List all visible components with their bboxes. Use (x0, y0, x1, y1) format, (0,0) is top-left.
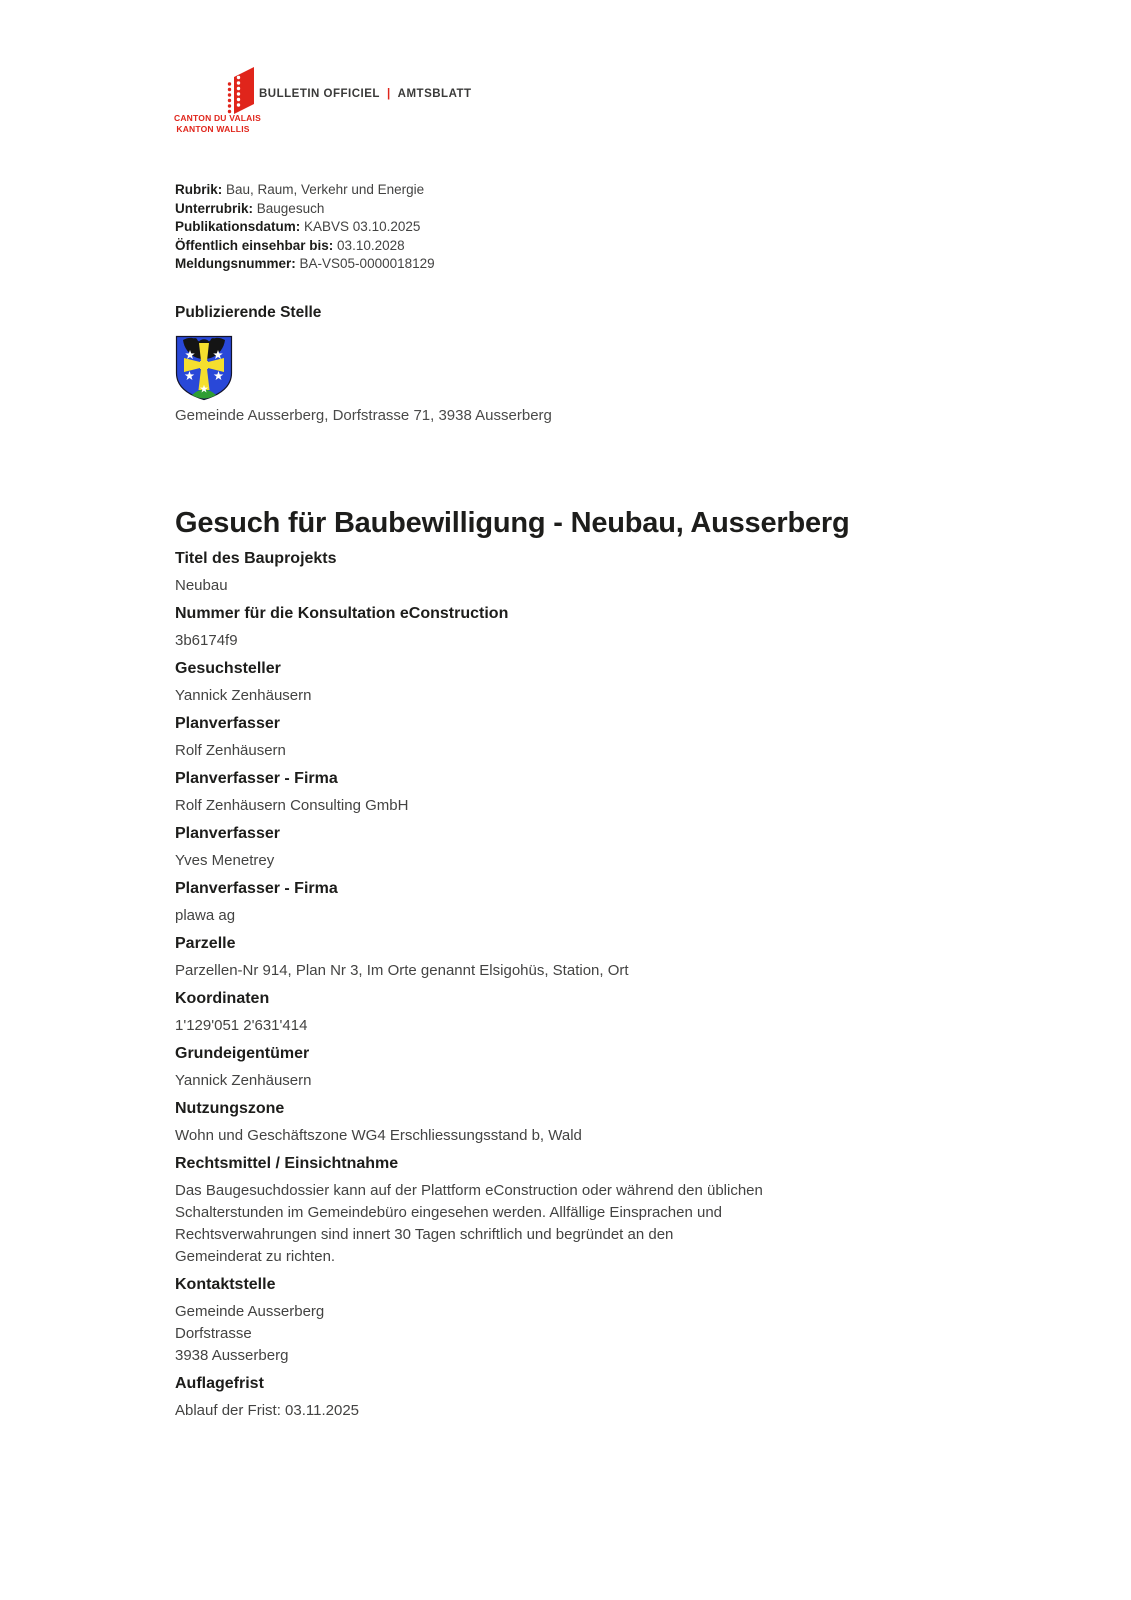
field-value: Rolf Zenhäusern (175, 741, 286, 759)
meta-row (175, 218, 957, 237)
wordmark-separator: | (386, 88, 391, 100)
masthead (170, 63, 790, 141)
wordmark-left: BULLETIN OFFICIEL (259, 88, 380, 100)
field-label: Gesuchsteller (175, 659, 281, 677)
field-label: Kontaktstelle (175, 1275, 276, 1293)
document-body (175, 181, 957, 1428)
field-label: Planverfasser (175, 824, 280, 842)
field-value: 3938 Ausserberg (175, 1346, 289, 1364)
field-value: Das Baugesuchdossier kann auf der Plattform eConstruction oder während den üblichen (175, 1181, 763, 1199)
meta-label: Öffentlich einsehbar bis: (175, 237, 334, 253)
ausserberg-coat-of-arms-icon (175, 335, 233, 401)
field-value: Wohn und Geschäftszone WG4 Erschliessungsstand b, Wald (175, 1126, 582, 1144)
field-value: 3b6174f9 (175, 631, 238, 649)
field-value: Yannick Zenhäusern (175, 1071, 312, 1089)
meta-row (175, 181, 957, 200)
meta-value: BA-VS05-0000018129 (299, 256, 435, 271)
meta-label: Rubrik: (175, 182, 223, 197)
field (175, 1098, 957, 1147)
field (175, 933, 957, 982)
field-label: Rechtsmittel / Einsichtnahme (175, 1154, 399, 1172)
bulletin-wordmark (259, 88, 472, 100)
field-value: 1'129'051 2'631'414 (175, 1016, 308, 1034)
field-value: Yves Menetrey (175, 851, 275, 869)
field (175, 988, 957, 1037)
meta-value: Baugesuch (256, 200, 325, 216)
field (175, 713, 957, 762)
canton-label (174, 113, 261, 134)
field (175, 768, 957, 817)
field (175, 823, 957, 872)
field-label: Planverfasser - Firma (175, 769, 338, 787)
field-label: Nummer für die Konsultation eConstruction (175, 604, 509, 622)
publisher-heading: Publizierende Stelle (175, 303, 322, 321)
publisher-address: Gemeinde Ausserberg, Dorfstrasse 71, 3938 Ausserberg (175, 406, 552, 424)
field-value: Gemeinde Ausserberg (175, 1302, 325, 1320)
meta-value: Bau, Raum, Verkehr und Energie (226, 182, 425, 197)
canton-line-fr: CANTON DU VALAIS (174, 113, 261, 123)
field-label: Planverfasser - Firma (175, 879, 338, 897)
field-label: Parzelle (175, 934, 236, 952)
field-label: Nutzungszone (175, 1099, 285, 1117)
fields-list (175, 548, 957, 1422)
field-value: Parzellen-Nr 914, Plan Nr 3, Im Orte genannt Elsigohüs, Station, Ort (175, 961, 629, 979)
meta-row (175, 200, 957, 219)
field (175, 878, 957, 927)
field (175, 658, 957, 707)
meta-label: Publikationsdatum: (175, 219, 301, 234)
meta-row (175, 237, 957, 256)
field-value: Yannick Zenhäusern (175, 686, 312, 704)
field (175, 1043, 957, 1092)
field (175, 1373, 957, 1422)
field-value: Rolf Zenhäusern Consulting GmbH (175, 796, 409, 814)
field-label: Planverfasser (175, 714, 280, 732)
field-label: Auflagefrist (175, 1374, 264, 1392)
bulletin-officiel-logo-icon (220, 64, 260, 116)
meta-row (175, 255, 957, 274)
field (175, 1274, 957, 1367)
field-value: Gemeinderat zu richten. (175, 1247, 336, 1265)
field-label: Titel des Bauprojekts (175, 549, 337, 567)
field-value: Schalterstunden im Gemeindebüro eingesehen werden. Allfällige Einsprachen und (175, 1203, 723, 1221)
announcement-title: Gesuch für Baubewilligung - Neubau, Ausserberg (175, 506, 850, 539)
wordmark-right: AMTSBLATT (397, 88, 472, 100)
field-label: Koordinaten (175, 989, 270, 1007)
meta-value: KABVS 03.10.2025 (304, 219, 421, 234)
meta-label: Meldungsnummer: (175, 256, 296, 271)
field-value: Neubau (175, 576, 228, 594)
field (175, 603, 957, 652)
field (175, 548, 957, 597)
meta-list (175, 181, 957, 274)
meta-value: 03.10.2028 (337, 237, 405, 253)
field-value: Rechtsverwahrungen sind innert 30 Tagen schriftlich und begründet an den (175, 1225, 674, 1243)
field-value: Dorfstrasse (175, 1324, 252, 1342)
field-value: plawa ag (175, 906, 236, 924)
canton-line-de: KANTON WALLIS (176, 123, 250, 134)
meta-label: Unterrubrik: (175, 200, 254, 216)
field-value: Ablauf der Frist: 03.11.2025 (175, 1401, 359, 1419)
field-label: Grundeigentümer (175, 1044, 310, 1062)
field (175, 1153, 957, 1268)
